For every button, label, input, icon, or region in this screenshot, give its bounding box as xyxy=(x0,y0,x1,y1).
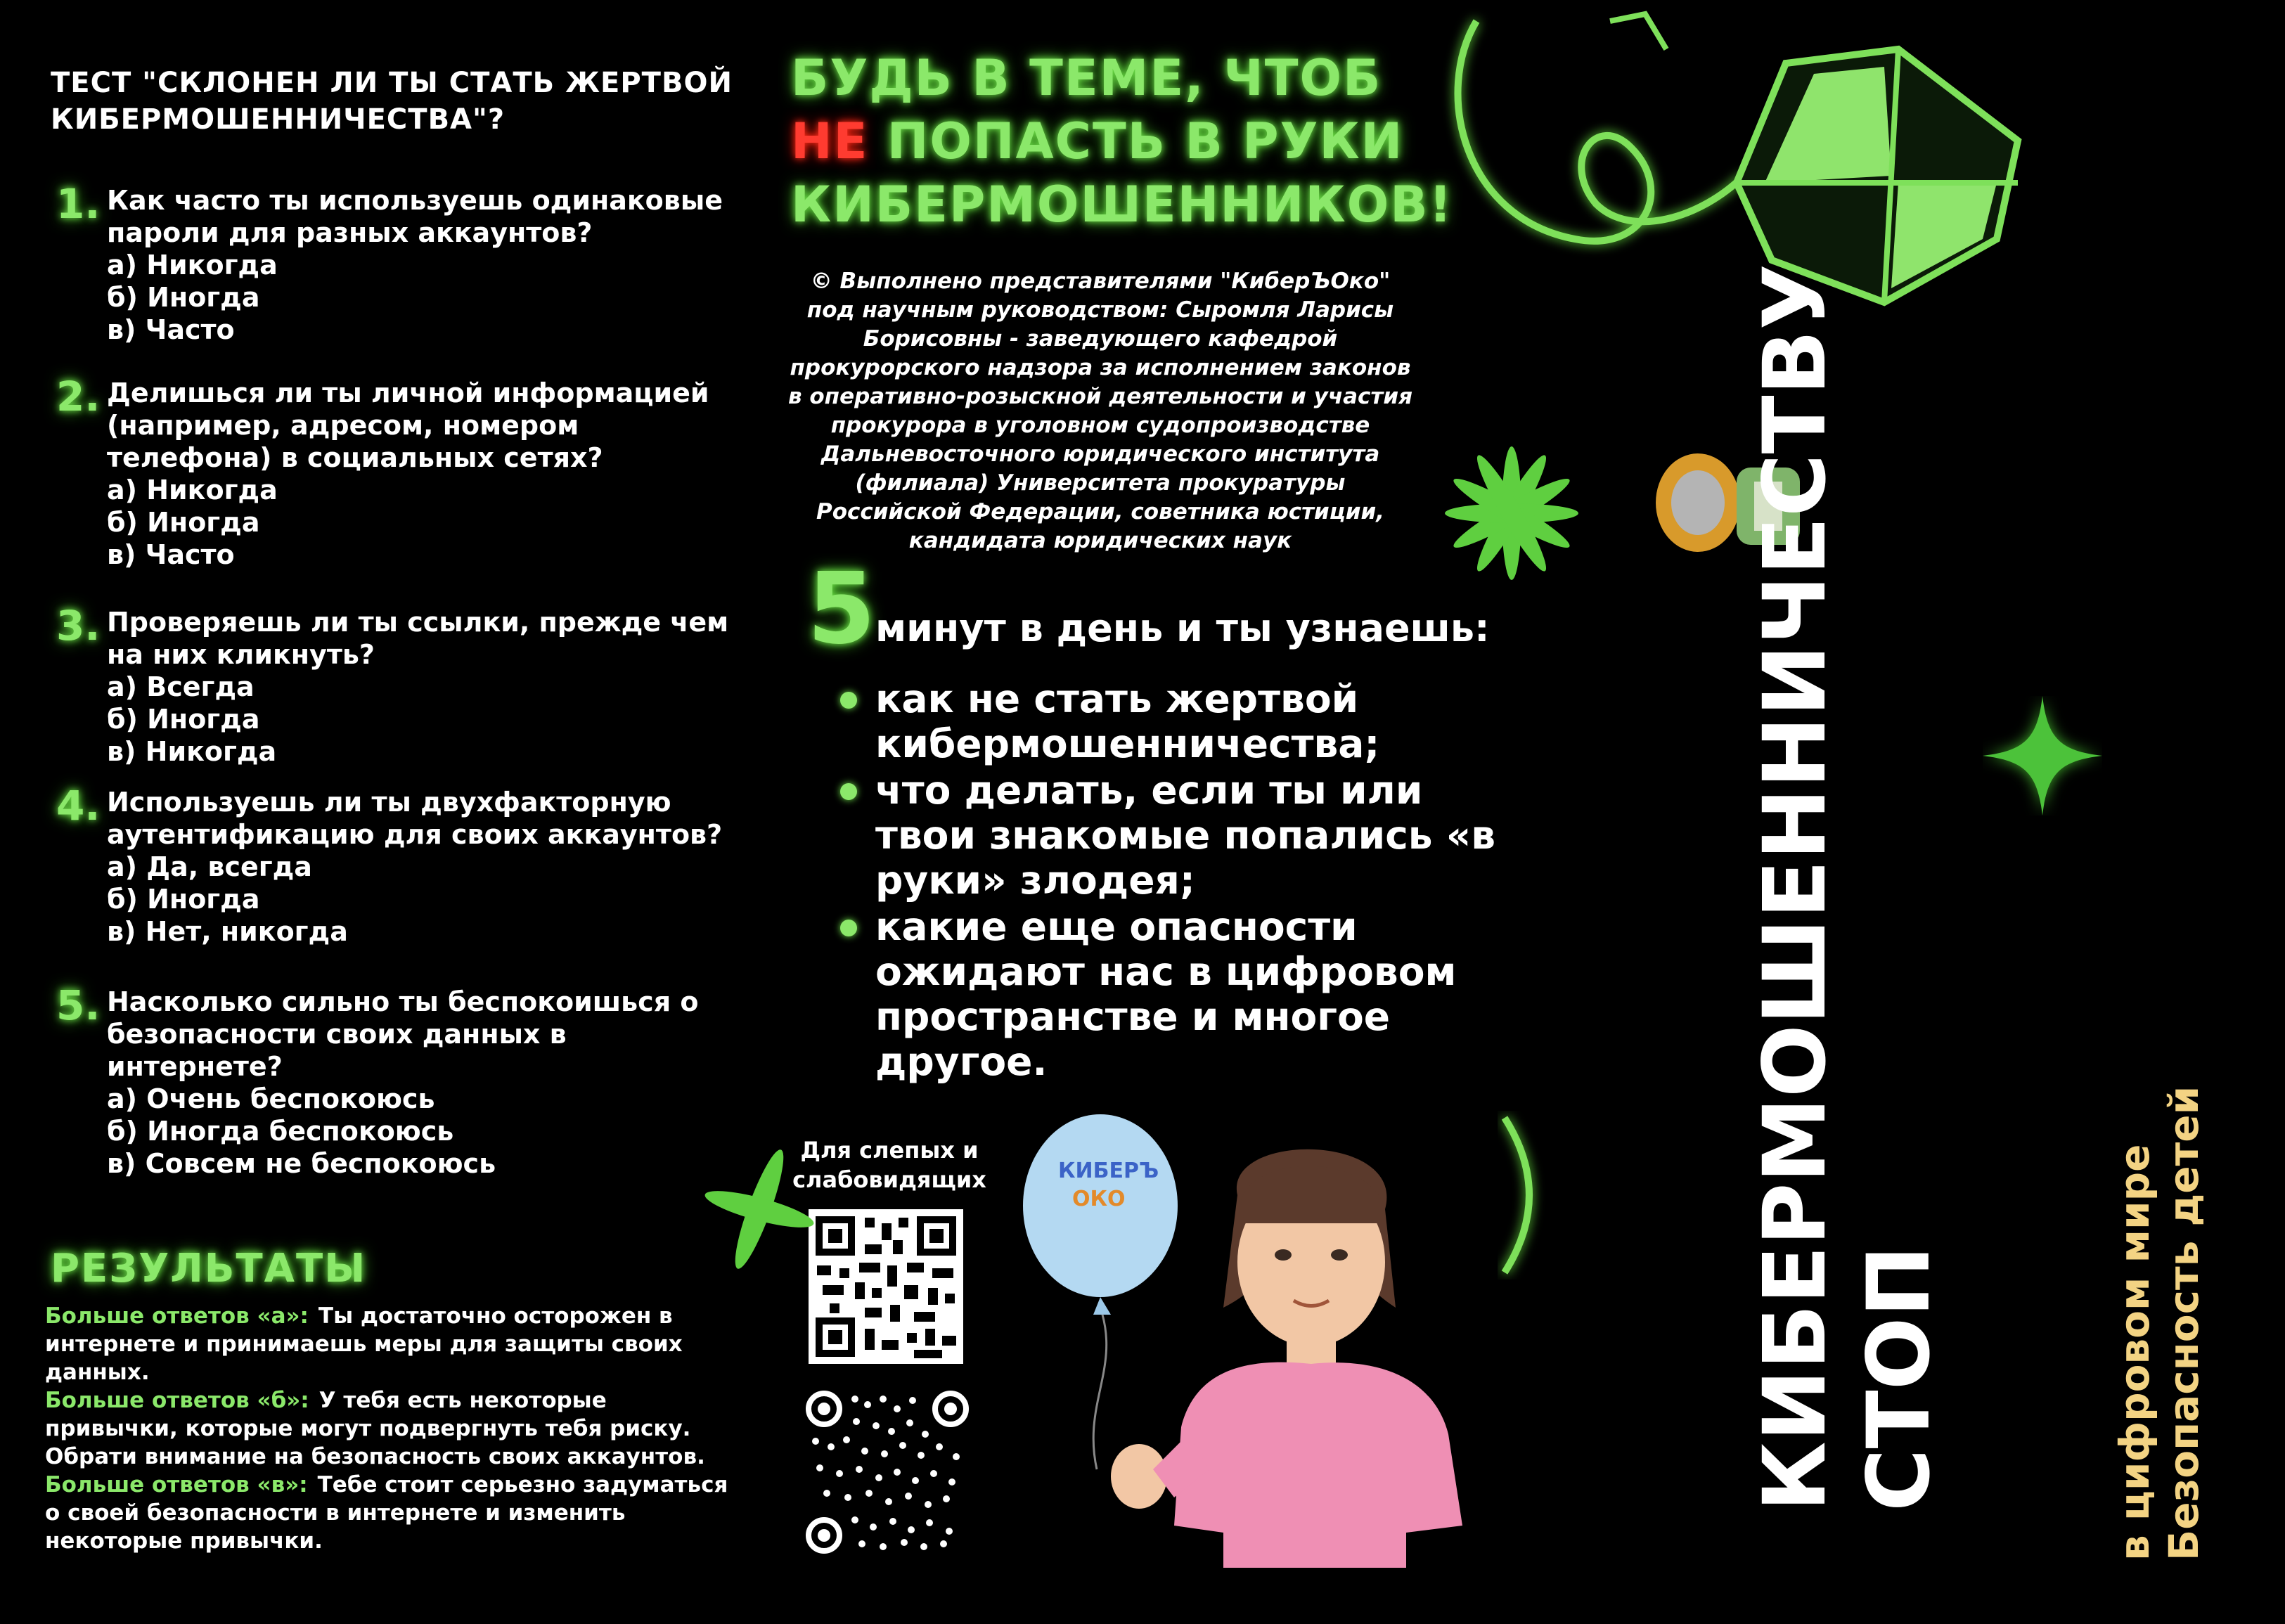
intro-line: минут в день и ты узнаешь: xyxy=(875,606,1490,650)
question-text: Делишься ли ты личной информацией xyxy=(107,378,709,408)
question-text: Проверяешь ли ты ссылки, прежде чем xyxy=(107,607,729,638)
question-text: безопасности своих данных в xyxy=(107,1019,567,1050)
bracket-arc-icon xyxy=(1498,1111,1554,1280)
result-c xyxy=(45,1471,741,1555)
vertical-subtitle xyxy=(2081,1055,2215,1561)
bullet-text: что делать, если ты или твои знакомые попались «в руки» злодея; xyxy=(875,768,1496,903)
headline-line3: КИБЕРМОШЕННИКОВ! xyxy=(791,176,1453,233)
subtitle-line1: Безопасность детей xyxy=(2160,1085,2208,1561)
results-title: РЕЗУЛЬТАТЫ xyxy=(51,1246,367,1291)
question-3 xyxy=(51,602,754,768)
answer-option: а) Всегда xyxy=(107,671,255,702)
result-a xyxy=(45,1302,741,1386)
result-b xyxy=(45,1386,741,1471)
bullet-text: как не стать жертвой кибермошенничества; xyxy=(875,676,1380,766)
question-text: Насколько сильно ты беспокоишься о xyxy=(107,986,699,1017)
question-5 xyxy=(51,981,754,1180)
balloon-text-line2: ОКО xyxy=(1072,1187,1126,1211)
bullet-dot-icon xyxy=(840,920,857,936)
qr-dot-pattern-icon xyxy=(806,1391,969,1554)
result-text: Тебе стоит серьезно задуматься о своей безопасности в интернете и изменить некоторые привычки. xyxy=(45,1472,728,1554)
test-title-line1: ТЕСТ "СКЛОНЕН ЛИ ТЫ СТАТЬ ЖЕРТВОЙ xyxy=(51,67,733,99)
headline-line2: ПОПАСТЬ В РУКИ xyxy=(868,112,1404,170)
test-title xyxy=(51,65,754,138)
headline-line1: БУДЬ В ТЕМЕ, ЧТОБ xyxy=(791,49,1382,107)
answer-option: б) Иногда xyxy=(107,704,260,735)
bullet-text: какие еще опасности ожидают нас в цифровом пространстве и многое другое. xyxy=(875,904,1457,1084)
result-text: Ты достаточно осторожен в интернете и принимаешь меры для защиты своих данных. xyxy=(45,1303,683,1385)
question-2 xyxy=(51,373,754,571)
vertical-main-title xyxy=(1701,264,1949,1512)
list-item xyxy=(840,768,1515,903)
sparkle-star-icon xyxy=(1983,696,2102,816)
balloon-text-line1: КИБЕРЪ xyxy=(1058,1159,1159,1183)
result-label: Больше ответов «а»: xyxy=(45,1303,309,1329)
vertical-title-line1: СТОП xyxy=(1849,1245,1949,1512)
answer-option: а) Очень беспокоюсь xyxy=(107,1083,435,1114)
qr-code-accessibility[interactable] xyxy=(809,1209,963,1364)
question-text: Как часто ты используешь одинаковые xyxy=(107,185,723,216)
qr-caption: Для слепых и слабовидящих xyxy=(792,1137,986,1193)
answer-option: а) Никогда xyxy=(107,250,278,281)
question-number: 1. xyxy=(56,180,101,228)
answer-option: а) Да, всегда xyxy=(107,851,312,882)
answer-option: б) Иногда xyxy=(107,507,260,538)
answer-option: б) Иногда xyxy=(107,884,260,915)
headline xyxy=(791,46,1494,236)
qr-pattern-icon xyxy=(809,1209,963,1364)
propeller-icon xyxy=(689,1139,830,1280)
question-text: на них кликнуть? xyxy=(107,639,375,670)
question-text: пароли для разных аккаунтов? xyxy=(107,217,593,248)
question-text: телефона) в социальных сетях? xyxy=(107,442,603,473)
result-label: Больше ответов «в»: xyxy=(45,1472,308,1497)
answer-option: в) Нет, никогда xyxy=(107,916,348,947)
list-item xyxy=(840,676,1515,766)
answer-option: в) Никогда xyxy=(107,736,277,767)
result-text: У тебя есть некоторые привычки, которые могут подвергнуть тебя риску. Обрати внимание на безопасность своих аккаунтов. xyxy=(45,1388,705,1469)
bullet-dot-icon xyxy=(840,783,857,800)
result-label: Больше ответов «б»: xyxy=(45,1388,309,1413)
big-number: 5 xyxy=(807,552,876,666)
question-4 xyxy=(51,782,754,948)
question-number: 3. xyxy=(56,602,101,650)
flower-sparkle-icon xyxy=(1434,436,1589,591)
headline-red-word: НЕ xyxy=(791,112,869,170)
answer-option: б) Иногда беспокоюсь xyxy=(107,1116,454,1147)
answer-option: в) Часто xyxy=(107,539,235,570)
question-text: Используешь ли ты двухфакторную xyxy=(107,787,671,818)
subtitle-line2: в цифровом мире xyxy=(2111,1144,2158,1561)
answer-option: в) Совсем не беспокоюсь xyxy=(107,1148,496,1179)
bullet-list xyxy=(840,676,1515,1084)
question-number: 4. xyxy=(56,782,101,830)
question-text: (например, адресом, номером xyxy=(107,410,579,441)
qr-code-secondary[interactable] xyxy=(806,1391,969,1554)
answer-option: б) Иногда xyxy=(107,282,260,313)
question-number: 2. xyxy=(56,373,101,420)
question-number: 5. xyxy=(56,981,101,1029)
list-item xyxy=(840,904,1515,1084)
question-text: аутентификацию для своих аккаунтов? xyxy=(107,819,723,850)
test-title-line2: КИБЕРМОШЕННИЧЕСТВА"? xyxy=(51,103,506,136)
vertical-title-line2: КИБЕРМОШЕННИЧЕСТВУ xyxy=(1745,264,1845,1512)
answer-option: а) Никогда xyxy=(107,475,278,505)
girl-with-balloon-illustration xyxy=(1012,1104,1505,1568)
bullet-dot-icon xyxy=(840,692,857,709)
credits-text: © Выполнено представителями "КиберЪОко" под научным руководством: Сыромля Ларисы Борисовны - заведующего кафедрой прокурорского надзора за исполнением законов в оперативно-розыскной деятельности и участия прокурора в уголовном судопроизводстве Дальневосточного юридического института (филиала) Университета прокуратуры Российской Федерации, советника юстиции, кандидата юридических наук xyxy=(787,269,1413,553)
answer-option: в) Часто xyxy=(107,314,235,345)
question-text: интернете? xyxy=(107,1051,283,1082)
question-1 xyxy=(51,180,754,346)
